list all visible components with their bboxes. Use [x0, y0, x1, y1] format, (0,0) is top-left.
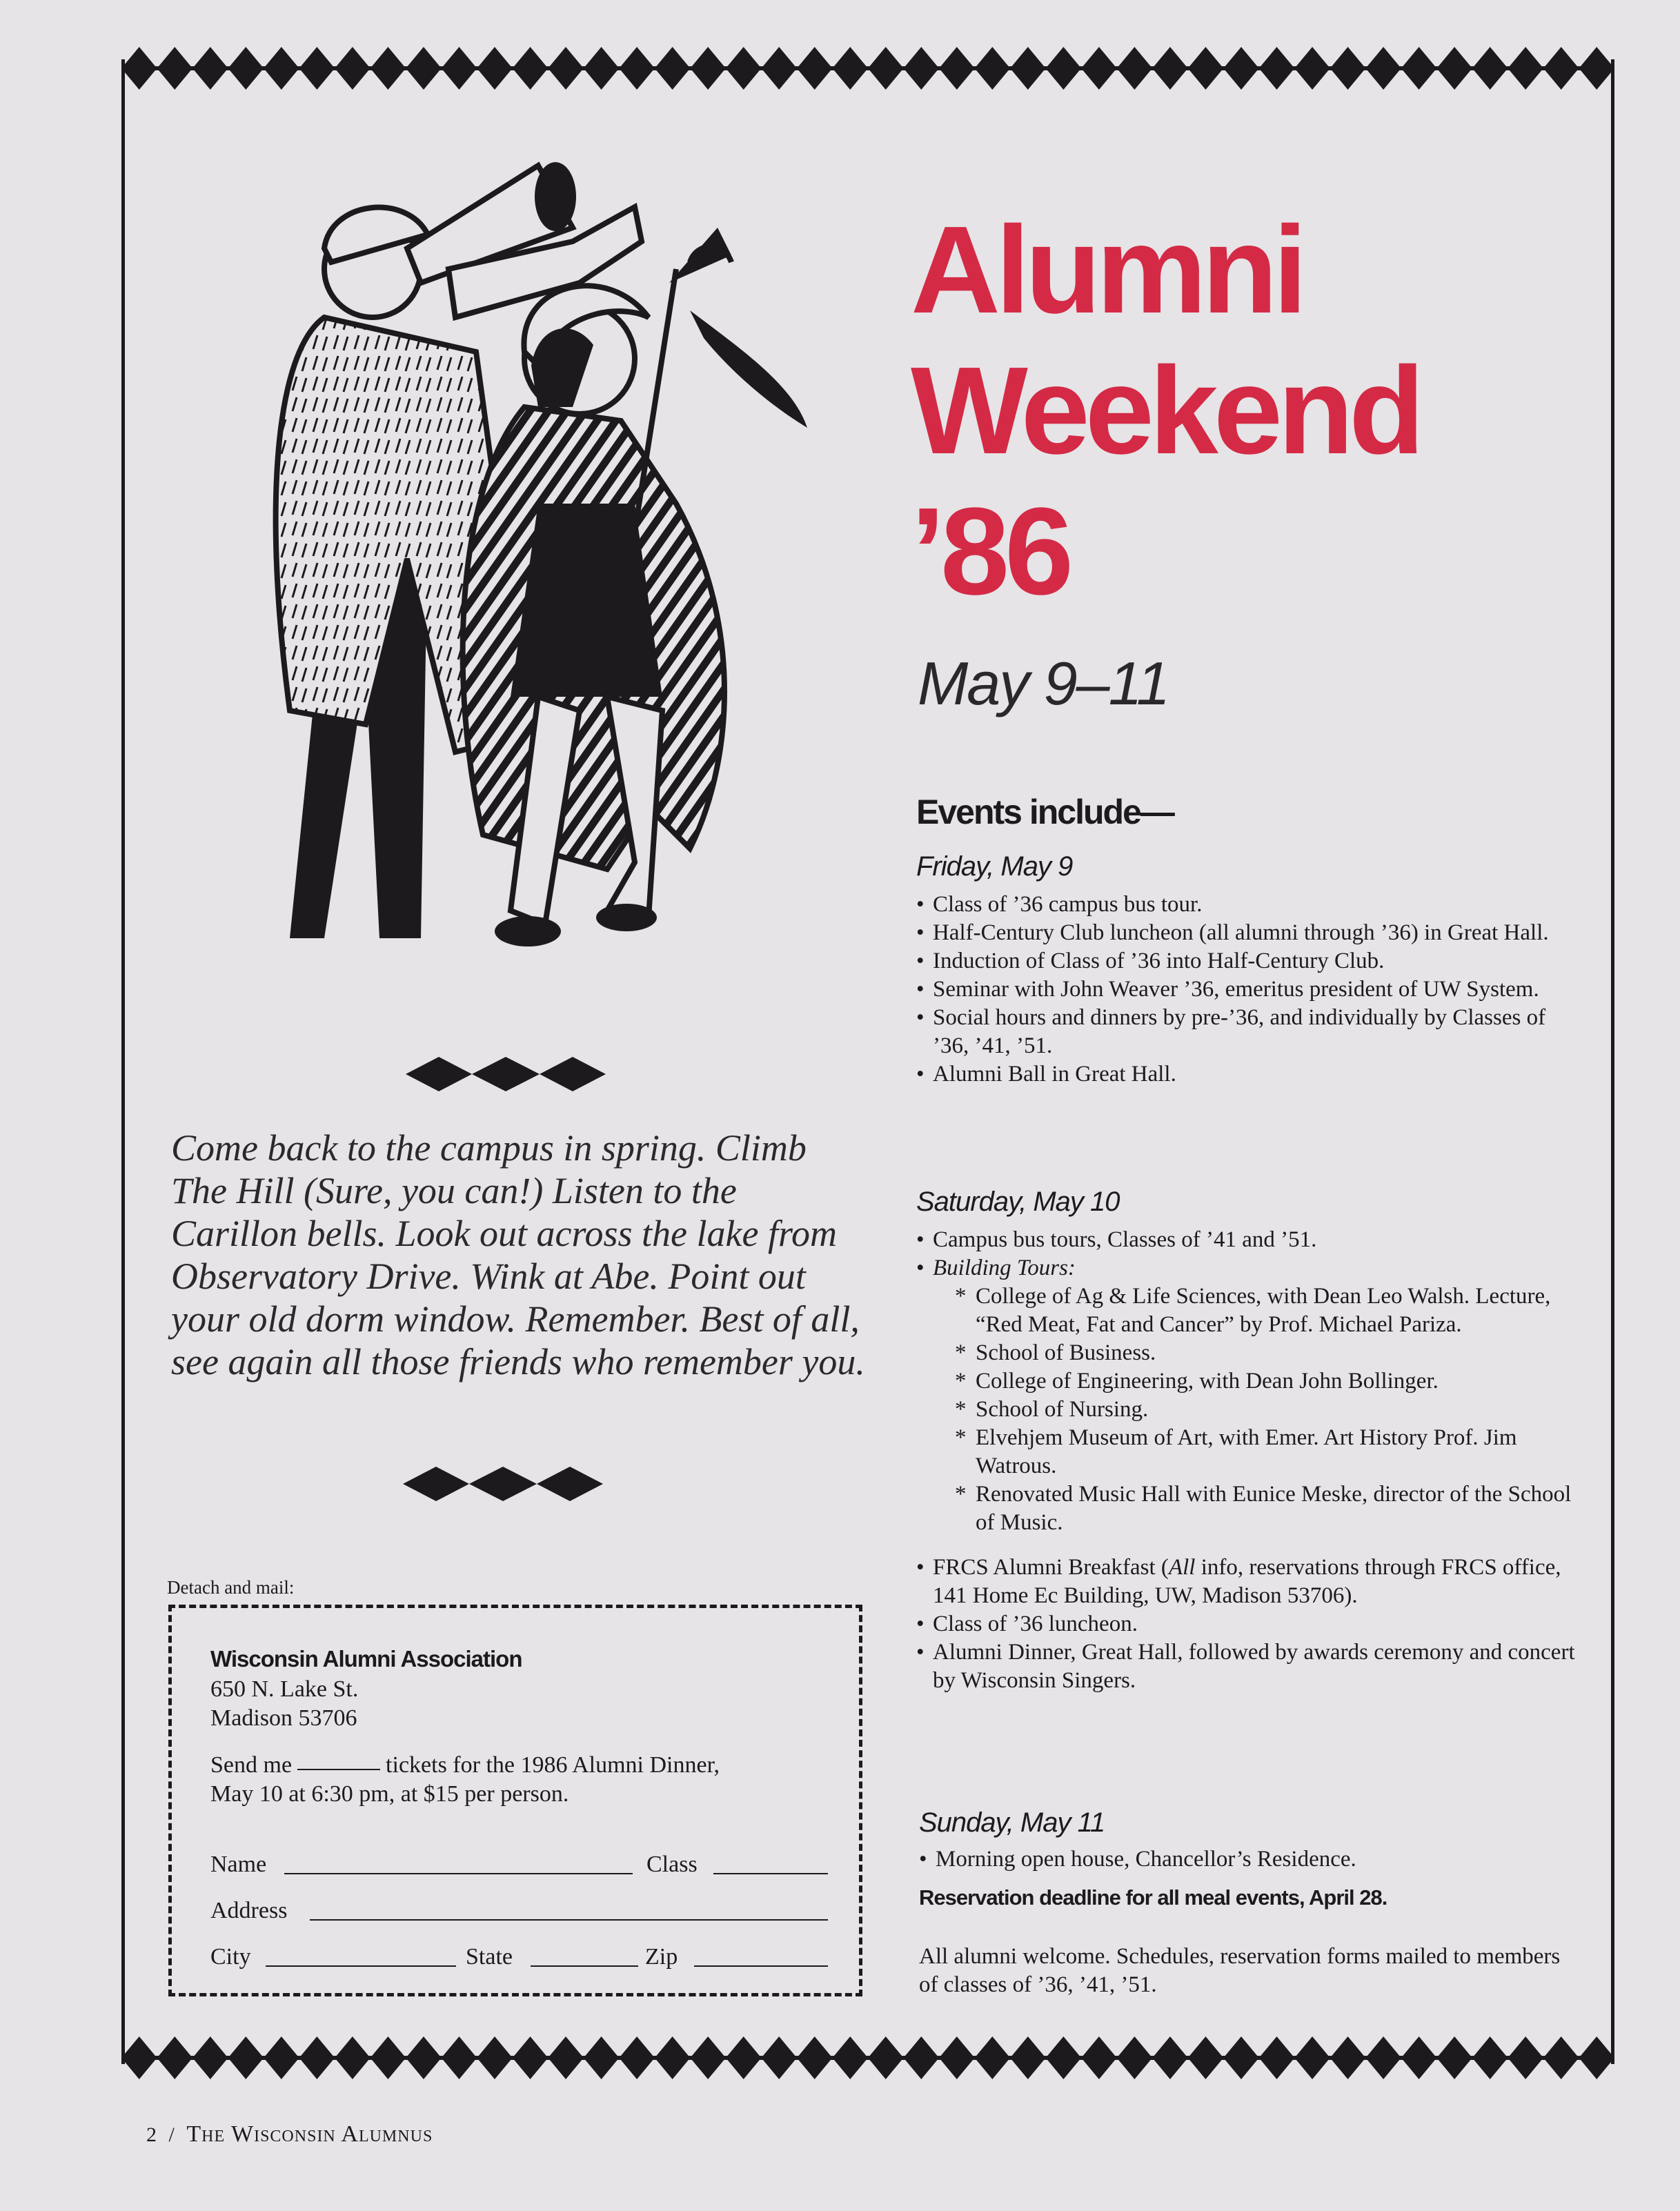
name-label: Name — [210, 1852, 267, 1877]
send-me-label: Send me — [210, 1752, 293, 1778]
tour-item: * School of Business. — [955, 1340, 1156, 1365]
class-field[interactable] — [713, 1873, 828, 1874]
title-line-2: Weekend — [911, 341, 1420, 480]
reservation-deadline: Reservation deadline for all meal events, April 28. — [919, 1885, 1387, 1910]
event-dates: May 9–11 — [918, 649, 1169, 717]
frame-left-rule — [121, 59, 125, 2064]
list-item: • Seminar with John Weaver ’36, emeritus president of UW System. — [916, 977, 1539, 1002]
state-field[interactable] — [531, 1965, 638, 1967]
address-label: Address — [210, 1898, 288, 1923]
list-item: • Class of ’36 campus bus tour. — [916, 892, 1203, 917]
list-item: • Building Tours: — [916, 1256, 1076, 1280]
welcome-note: All alumni welcome. Schedules, reservation forms mailed to members of classes of ’36, ’41, ’51. — [919, 1944, 1561, 1997]
intro-paragraph: Come back to the campus in spring. Climb The Hill (Sure, you can!) Listen to the Carillon bells. Look out across the lake from Observatory Drive. Wink at Abe. Point out your old dorm window. Remember. Best of all, see again all those friends who remember you. — [171, 1127, 865, 1382]
diamond-border-bottom — [121, 2034, 1614, 2082]
saturday-section — [916, 1187, 1579, 1695]
magazine-name: The Wisconsin Alumnus — [186, 2121, 433, 2147]
saturday-list-continued — [916, 1554, 1579, 1695]
tour-item: * College of Ag & Life Sciences, with Dean Leo Walsh. Lecture, “Red Meat, Fat and Cancer” by Prof. Michael Pariza. — [955, 1284, 1551, 1337]
class-label: Class — [646, 1852, 698, 1877]
sunday-section — [919, 1807, 1581, 1874]
list-item: • Class of ’36 luncheon. — [916, 1612, 1138, 1636]
detach-label: Detach and mail: — [167, 1577, 295, 1598]
ticket-order-text — [210, 1751, 720, 1809]
diamond-divider-bottom — [403, 1464, 603, 1504]
friday-heading: Friday, May 9 — [916, 851, 1073, 882]
friday-section — [916, 851, 1579, 1089]
ticket-quantity-field[interactable] — [297, 1769, 380, 1770]
name-field[interactable] — [284, 1873, 633, 1874]
sunday-list — [919, 1845, 1581, 1874]
tour-item: * Renovated Music Hall with Eunice Meske, director of the School of Music. — [955, 1482, 1572, 1535]
frame-right-rule — [1611, 59, 1614, 2064]
tour-item: * College of Engineering, with Dean John Bollinger. — [955, 1369, 1439, 1394]
page-title — [911, 200, 1532, 622]
cheering-couple-illustration — [248, 145, 821, 993]
saturday-heading: Saturday, May 10 — [916, 1187, 1120, 1217]
list-item: • Campus bus tours, Classes of ’41 and ’51. — [916, 1227, 1317, 1252]
list-item: • Alumni Ball in Great Hall. — [916, 1062, 1176, 1087]
tour-item: * School of Nursing. — [955, 1397, 1149, 1422]
list-item: • Social hours and dinners by pre-’36, and individually by Classes of ’36, ’41, ’51. — [916, 1005, 1546, 1058]
friday-list — [916, 891, 1579, 1089]
organization-name: Wisconsin Alumni Association — [210, 1646, 522, 1672]
saturday-list — [916, 1226, 1579, 1282]
mailing-address — [210, 1675, 358, 1733]
mail-in-coupon — [168, 1605, 862, 1996]
list-item: • FRCS Alumni Breakfast (All info, reservations through FRCS office, 141 Home Ec Building, UW, Madison 53706). — [916, 1555, 1561, 1608]
tickets-text: tickets for the 1986 Alumni Dinner, — [386, 1752, 720, 1778]
footer-separator: / — [168, 2123, 175, 2146]
list-item: • Half-Century Club luncheon (all alumni through ’36) in Great Hall. — [916, 920, 1549, 945]
list-item: • Induction of Class of ’36 into Half-Century Club. — [916, 949, 1385, 973]
sunday-heading: Sunday, May 11 — [919, 1807, 1105, 1838]
state-label: State — [466, 1944, 513, 1970]
zip-label: Zip — [645, 1944, 678, 1970]
tickets-details: May 10 at 6:30 pm, at $15 per person. — [210, 1781, 569, 1807]
diamond-border-top — [121, 44, 1614, 92]
address-field[interactable] — [310, 1919, 828, 1921]
address-line-1: 650 N. Lake St. — [210, 1676, 359, 1702]
city-label: City — [210, 1944, 251, 1970]
list-item: • Morning open house, Chancellor’s Residence. — [919, 1847, 1356, 1872]
list-item: • Alumni Dinner, Great Hall, followed by awards ceremony and concert by Wisconsin Singers. — [916, 1640, 1575, 1693]
address-line-2: Madison 53706 — [210, 1705, 357, 1731]
page-number: 2 — [146, 2123, 157, 2146]
title-line-1: Alumni — [911, 201, 1303, 339]
events-heading: Events include— — [916, 793, 1174, 831]
city-field[interactable] — [266, 1965, 456, 1967]
page-footer — [146, 2121, 433, 2148]
building-tours-list — [916, 1282, 1579, 1537]
tour-item: * Elvehjem Museum of Art, with Emer. Art History Prof. Jim Watrous. — [955, 1425, 1517, 1478]
zip-field[interactable] — [694, 1965, 828, 1967]
title-line-3: ’86 — [911, 482, 1069, 621]
diamond-divider-top — [406, 1054, 606, 1094]
